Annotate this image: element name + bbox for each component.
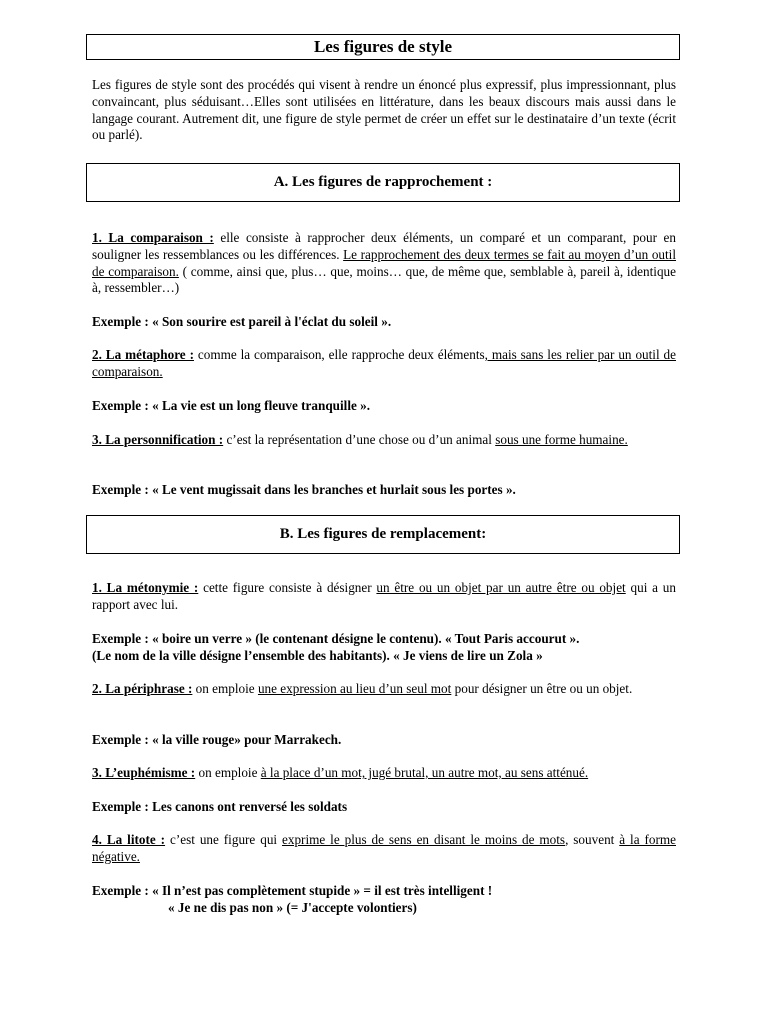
comparaison-example: Exemple : « Son sourire est pareil à l'éclat du soleil ». — [92, 314, 392, 329]
metonymie-term: 1. La métonymie : — [92, 580, 199, 595]
personnification-text-1: c’est la représentation d’une chose ou d’un animal — [223, 432, 496, 447]
personnification-underlined: sous une forme humaine. — [495, 432, 628, 447]
metonymie-text-2: qui a un rapport avec lui. — [92, 580, 676, 612]
litote-example-line-2: « Je ne dis pas non » (= J'accepte volontiers) — [168, 899, 417, 915]
personnification-paragraph — [92, 432, 676, 449]
metonymie-example-line-1: Exemple : « boire un verre » (le contenant désigne le contenu). « Tout Paris accourut ». — [92, 631, 580, 646]
euphemisme-paragraph — [92, 765, 676, 782]
metonymie-example — [92, 631, 676, 665]
periphrase-text-1: on emploie — [192, 681, 258, 696]
euphemisme-text-1: on emploie — [195, 765, 261, 780]
intro-paragraph: Les figures de style sont des procédés qui visent à rendre un énoncé plus expressif, plus impressionnant, plus convaincant, plus séduisant…Elles sont utilisées en littérature, dans les beaux discours mais aussi dans le langage courant. Autrement dit, une figure de style permet de créer un effet sur le destinataire d’un texte (écrit ou parlé). — [92, 77, 676, 143]
periphrase-example: Exemple : « la ville rouge» pour Marrakech. — [92, 732, 342, 747]
litote-term: 4. La litote : — [92, 832, 166, 847]
litote-text-2: , souvent — [565, 832, 620, 847]
comparaison-text-1: elle consiste à rapprocher deux éléments, un comparé et un comparant, pour en souligner les ressemblances ou les différences. — [92, 230, 676, 262]
litote-example — [92, 883, 676, 917]
section-a-heading: A. Les figures de rapprochement : — [86, 163, 680, 202]
metonymie-example-line-2: (Le nom de la ville désigne l’ensemble des habitants). « Je viens de lire un Zola » — [92, 647, 543, 663]
personnification-example: Exemple : « Le vent mugissait dans les branches et hurlait sous les portes ». — [92, 482, 516, 497]
metaphore-term: 2. La métaphore : — [92, 347, 194, 362]
litote-underlined-2: à la forme négative. — [92, 832, 676, 864]
litote-text-1: c’est une figure qui — [165, 832, 283, 847]
metonymie-text-1: cette figure consiste à désigner — [198, 580, 377, 595]
metonymie-underlined: un être ou un objet par un autre être ou objet — [376, 580, 626, 595]
metaphore-text-1: comme la comparaison, elle rapproche deux éléments — [193, 347, 485, 362]
comparaison-paragraph — [92, 230, 676, 297]
metonymie-paragraph — [92, 580, 676, 614]
periphrase-paragraph — [92, 681, 676, 698]
personnification-term: 3. La personnification : — [92, 432, 224, 447]
periphrase-text-2: pour désigner un être ou un objet. — [451, 681, 633, 696]
litote-underlined-1: exprime le plus de sens en disant le moins de mots — [282, 832, 566, 847]
section-b-heading: B. Les figures de remplacement: — [86, 515, 680, 554]
euphemisme-term: 3. L’euphémisme : — [92, 765, 196, 780]
comparaison-underlined: Le rapprochement des deux termes se fait au moyen d’un outil de comparaison. — [92, 246, 677, 279]
metaphore-paragraph — [92, 347, 676, 381]
comparaison-text-2: ( comme, ainsi que, plus… que, moins… que, de même que, semblable à, pareil à, identique à, ressembler…) — [92, 263, 676, 296]
periphrase-underlined: une expression au lieu d’un seul mot — [257, 681, 452, 696]
litote-paragraph — [92, 832, 676, 866]
litote-example-line-1: Exemple : « Il n’est pas complètement stupide » = il est très intelligent ! — [92, 883, 493, 898]
periphrase-term: 2. La périphrase : — [92, 681, 193, 696]
page-title: Les figures de style — [86, 34, 680, 60]
metaphore-underlined: , mais sans les relier par un outil de comparaison. — [92, 347, 676, 379]
metaphore-example: Exemple : « La vie est un long fleuve tranquille ». — [92, 398, 371, 413]
euphemisme-example: Exemple : Les canons ont renversé les soldats — [92, 799, 348, 814]
comparaison-term: 1. La comparaison : — [92, 230, 214, 245]
euphemisme-underlined: à la place d’un mot, jugé brutal, un autre mot, au sens atténué. — [260, 765, 589, 780]
